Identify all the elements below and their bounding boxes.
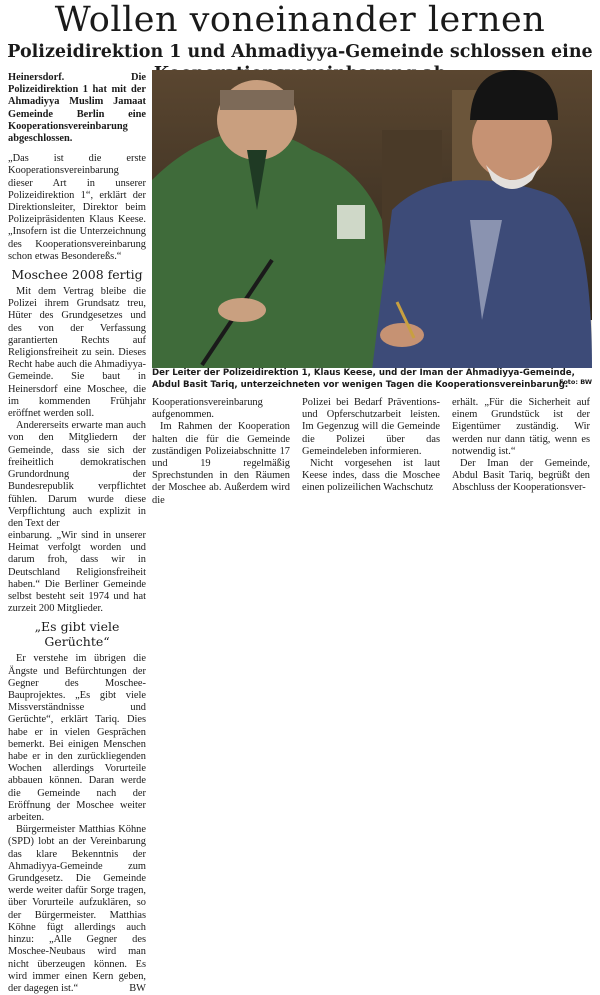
headline: Wollen voneinander lernen bbox=[54, 0, 546, 40]
body-text: Bürgermeister Matthias Köhne (SPD) lobt an der Vereinbarung das klare Bekenntnis der Ahmadiyya-Gemeinde zum Grundgesetz. Die Gemeinde werde weiter dafür Sorge tragen, über Vorurteile aufzuklären, so der Bürgermeister. Matthias Köhne fügt allerdings auch hinzu: „Alle Gegner des Moschee-Neubaus wird man nicht überzeugen können. Es wird immer einen Kern geben, der dagegen ist.“ bbox=[8, 824, 146, 994]
photo-illustration bbox=[152, 70, 592, 368]
article-column-3 bbox=[302, 397, 440, 495]
article-photo bbox=[152, 70, 592, 368]
author-byline: BW bbox=[129, 982, 146, 994]
body-paragraph: Er verstehe im übrigen die Ängste und Befürchtungen der Gegner des Moschee-Bauprojektes. „Es gibt viele Missverständnisse und Gerüchte“, erklärt Tariq. Dies habe er in vielen Gesprächen bemerkt. Bei einigen Menschen habe er in den zurückliegenden Wochen allerdings Vorurteile abbauen können. Daran werde die Gemeinde nach der Eröffnung der Moschee weiter arbeiten. bbox=[8, 653, 146, 824]
body-paragraph: Der Iman der Gemeinde, Abdul Basit Tariq, begrüßt den Abschluss der Kooperationsver- bbox=[452, 458, 590, 494]
photo-caption: Der Leiter der Polizeidirektion 1, Klaus Keese, und der Iman der Ahmadiyya-Gemeinde, Abdul Basit Tariq, unterzeichneten vor wenigen Tagen die Kooperationsvereinbarung. bbox=[152, 368, 575, 390]
article-column-5 bbox=[8, 530, 146, 995]
body-paragraph: Mit dem Vertrag bleibe die Polizei ihrem Grundsatz treu, Hüter des Grundgesetzes und des von der Verfassung garantierten Rechts auf Religionsfreiheit zu sein. Dieses Recht habe auch die Ahmadiyya-Gemeinde. Sie baut in Heinersdorf eine Moschee, die im kommenden Frühjahr eröffnet werden soll. bbox=[8, 286, 146, 420]
body-paragraph: Kooperationsvereinbarung aufgenommen. bbox=[152, 397, 263, 421]
article-column-2 bbox=[152, 397, 290, 507]
body-paragraph: Im Rahmen der Kooperation halten die für die Gemeinde zuständigen Polizeiabschnitte 17 und 19 regelmäßig Sprechstunden in den Räumen der Moschee ab. Außerdem wird die bbox=[152, 421, 290, 506]
body-paragraph: Andererseits erwarte man auch von den Mitgliedern der Gemeinde, dass sie sich der freiheitlich demokratischen Grundordnung der Bundesrepublik verpflichtet fühlen. Darum wurde diese Verpflichtung auch explizit in den Text der bbox=[8, 420, 146, 529]
body-paragraph bbox=[8, 824, 146, 995]
article-column-1 bbox=[8, 72, 146, 530]
quote-paragraph: „Das ist die erste Kooperationsvereinbarung dieser Art in unserer Polizeidirektion 1“, erklärt der Direktionsleiter, Direktor beim Polizeipräsidenten Klaus Keese. „Insofern ist die Unterzeichnung des Kooperationsvereinbarung schon etwas Besondereßs.“ bbox=[8, 153, 146, 262]
photo-credit: Foto: BW bbox=[559, 378, 592, 386]
article-column-4 bbox=[452, 397, 590, 495]
subheading-moschee-2008: Moschee 2008 fertig bbox=[11, 267, 143, 283]
body-paragraph: Polizei bei Bedarf Präventions- und Opferschutzarbeit leisten. Im Gegenzug will die Gemeinde die Polizei über das Gemeindeleben informieren. bbox=[302, 397, 440, 457]
body-paragraph: einbarung. „Wir sind in unserer Heimat verfolgt worden und darum froh, dass wir in Deutschland Religionsfreiheit haben.“ Die Berliner Gemeinde selbst besteht seit 1974 und hat zurzeit 200 Mitglieder. bbox=[8, 530, 146, 615]
subheading-geruechte: „Es gibt viele Gerüchte“ bbox=[34, 619, 120, 650]
lead-paragraph: Heinersdorf. Die Polizeidirektion 1 hat mit der Ahmadiyya Muslim Jamaat Gemeinde Berlin eine Kooperationsvereinbarung abgeschlossen. bbox=[8, 72, 146, 145]
subheadline: Polizeidirektion 1 und Ahmadiyya-Gemeinde schlossen eine bbox=[7, 42, 593, 62]
body-paragraph: Nicht vorgesehen ist laut Keese indes, dass die Moschee einen polizeilichen Wachschutz bbox=[302, 458, 440, 494]
body-paragraph: erhält. „Für die Sicherheit auf einem Grundstück ist der Eigentümer zuständig. Wir werden nur dann tätig, wenn es notwendig ist.“ bbox=[452, 397, 590, 457]
